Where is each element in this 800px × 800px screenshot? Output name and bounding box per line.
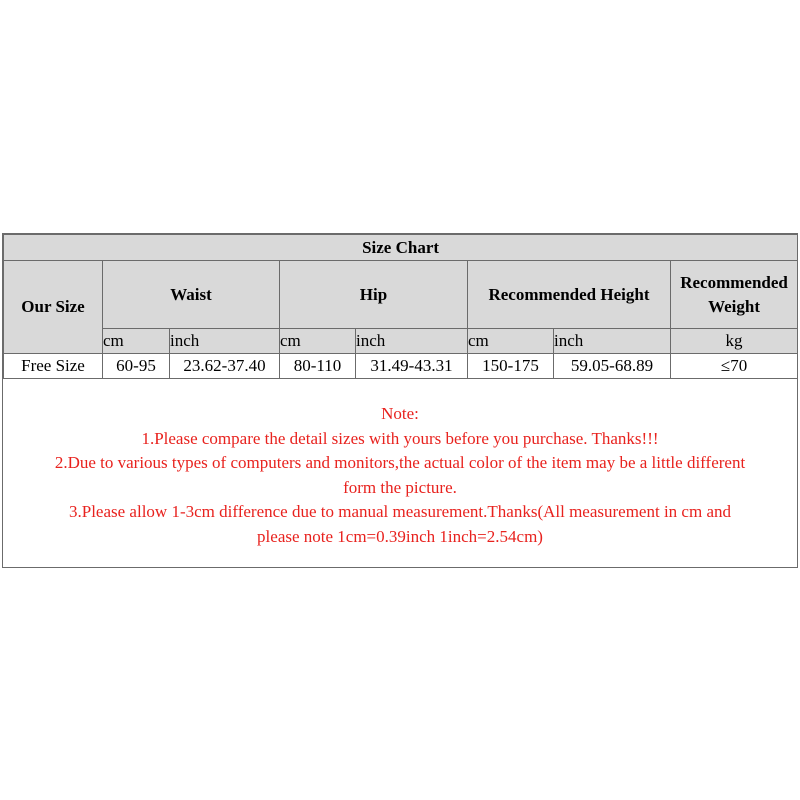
unit-hip-inch: inch [356,329,468,354]
table-title: Size Chart [4,235,798,261]
cell-height-cm: 150-175 [468,354,554,379]
header-recommended-weight: Recommended Weight [671,261,798,329]
unit-hip-cm: cm [280,329,356,354]
cell-height-inch: 59.05-68.89 [554,354,671,379]
cell-hip-inch: 31.49-43.31 [356,354,468,379]
size-chart [2,233,798,568]
cell-weight: ≤70 [671,354,798,379]
cell-waist-cm: 60-95 [103,354,170,379]
note-line-3b: please note 1cm=0.39inch 1inch=2.54cm) [257,526,543,546]
header-row [4,261,798,329]
note-line-3a: 3.Please allow 1-3cm difference due to manual measurement.Thanks(All measurement in cm and [69,502,731,521]
table-row [4,354,798,379]
header-recommended-height: Recommended Height [468,261,671,329]
unit-waist-inch: inch [170,329,280,354]
cell-size: Free Size [4,354,103,379]
note-heading: Note: [381,404,419,423]
cell-hip-cm: 80-110 [280,354,356,379]
unit-height-cm: cm [468,329,554,354]
header-waist: Waist [103,261,280,329]
note-line-1: 1.Please compare the detail sizes with yours before you purchase. Thanks!!! [141,428,659,448]
unit-weight: kg [671,329,798,354]
notes-section [3,378,797,567]
note-line-2b: form the picture. [343,477,457,497]
header-our-size: Our Size [4,261,103,354]
title-row [4,235,798,261]
unit-waist-cm: cm [103,329,170,354]
size-table [3,234,798,379]
cell-waist-inch: 23.62-37.40 [170,354,280,379]
unit-height-inch: inch [554,329,671,354]
unit-row [4,329,798,354]
note-line-2a: 2.Due to various types of computers and monitors,the actual color of the item may be a little different [54,453,746,472]
header-hip: Hip [280,261,468,329]
